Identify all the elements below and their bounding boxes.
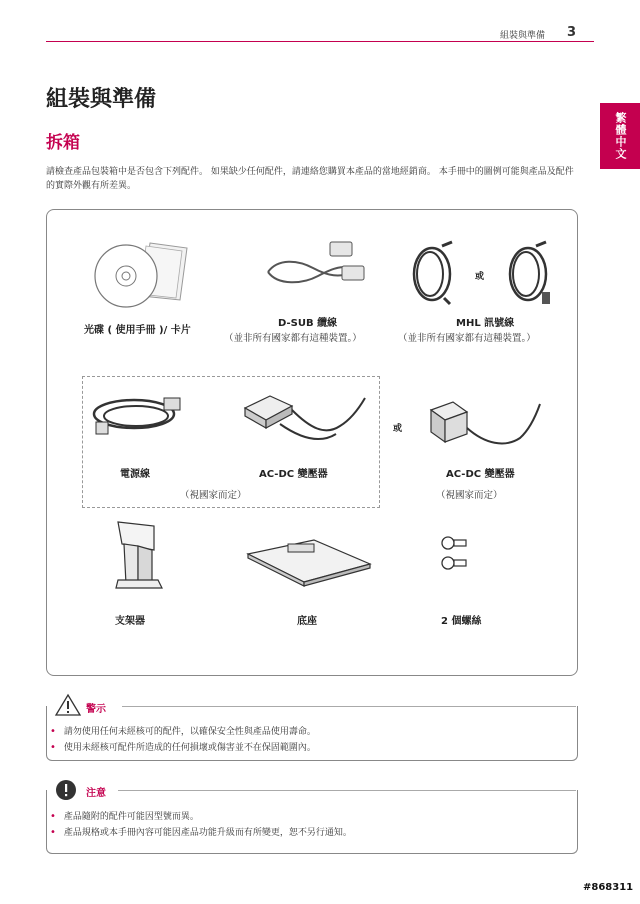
warning-bullet-2: • 使用未經核可配件所造成的任何損壞或傷害並不在保固範圍內。 — [50, 742, 316, 753]
power-cord-illustration — [88, 386, 188, 446]
dsub-note: （並非所有國家都有這種裝置。） — [224, 333, 362, 344]
note-bullet-2-text: 產品規格或本手冊內容可能因產品功能升級而有所變更，恕不另行通知。 — [63, 828, 352, 838]
section-title: 拆箱 — [46, 133, 80, 153]
stand-body-illustration — [108, 520, 168, 590]
or-label-1: 或 — [475, 272, 485, 282]
mhl-note: （並非所有國家都有這種裝置。） — [398, 333, 536, 344]
dsub-label: D-SUB 纜線 — [278, 318, 338, 329]
adapter-illustration-1 — [240, 388, 375, 448]
adapter-label-2: AC-DC 變壓器 — [446, 469, 515, 480]
screws-illustration — [440, 534, 470, 574]
screws-label: 2 個螺絲 — [441, 616, 482, 627]
note-bullet-2: • 產品規格或本手冊內容可能因產品功能升級而有所變更，恕不另行通知。 — [50, 827, 352, 838]
language-tab: 繁體中文 — [600, 103, 640, 169]
warning-title: 警示 — [86, 704, 106, 715]
stand-base-illustration — [244, 536, 374, 588]
stand-body-label: 支架器 — [115, 616, 145, 627]
adapter-illustration-2 — [425, 398, 550, 458]
cd-label: 光碟 ( 使用手冊 )/ 卡片 — [84, 325, 191, 336]
header-divider — [46, 41, 594, 42]
note-bullet-1-text: 產品隨附的配件可能因型號而異。 — [63, 812, 199, 822]
warning-bullet-1-text: 請勿使用任何未經核可的配件，以確保安全性與產品使用壽命。 — [63, 727, 316, 737]
stand-base-label: 底座 — [297, 616, 317, 627]
page-title: 組裝與準備 — [46, 87, 157, 112]
dsub-cable-illustration — [258, 238, 368, 298]
adapter-note-1: （視國家而定） — [180, 490, 247, 501]
cd-card-illustration — [92, 238, 192, 308]
note-bullet-1: • 產品隨附的配件可能因型號而異。 — [50, 811, 199, 822]
note-title: 注意 — [86, 788, 106, 799]
warning-bullet-2-text: 使用未經核可配件所造成的任何損壞或傷害並不在保固範圍內。 — [63, 743, 316, 753]
adapter-label-1: AC-DC 變壓器 — [259, 469, 328, 480]
watermark: #868311 — [583, 882, 634, 893]
adapter-note-2: （視國家而定） — [436, 490, 503, 501]
or-label-2: 或 — [393, 424, 403, 434]
page-number: 3 — [567, 25, 577, 40]
mhl-cable-illustration-1 — [404, 240, 464, 310]
intro-text: 請檢查產品包裝箱中是否包含下列配件。 如果缺少任何配件，請連絡您購買本產品的當地經銷商。 本手冊中的圖例可能與產品及配件的實際外觀有所差異。 — [46, 167, 574, 191]
mhl-label: MHL 訊號線 — [456, 318, 515, 329]
mhl-cable-illustration-2 — [500, 240, 560, 310]
power-cord-label: 電源線 — [120, 469, 150, 480]
header-title: 組裝與準備 — [500, 31, 546, 41]
warning-bullet-1: • 請勿使用任何未經核可的配件，以確保安全性與產品使用壽命。 — [50, 726, 316, 737]
